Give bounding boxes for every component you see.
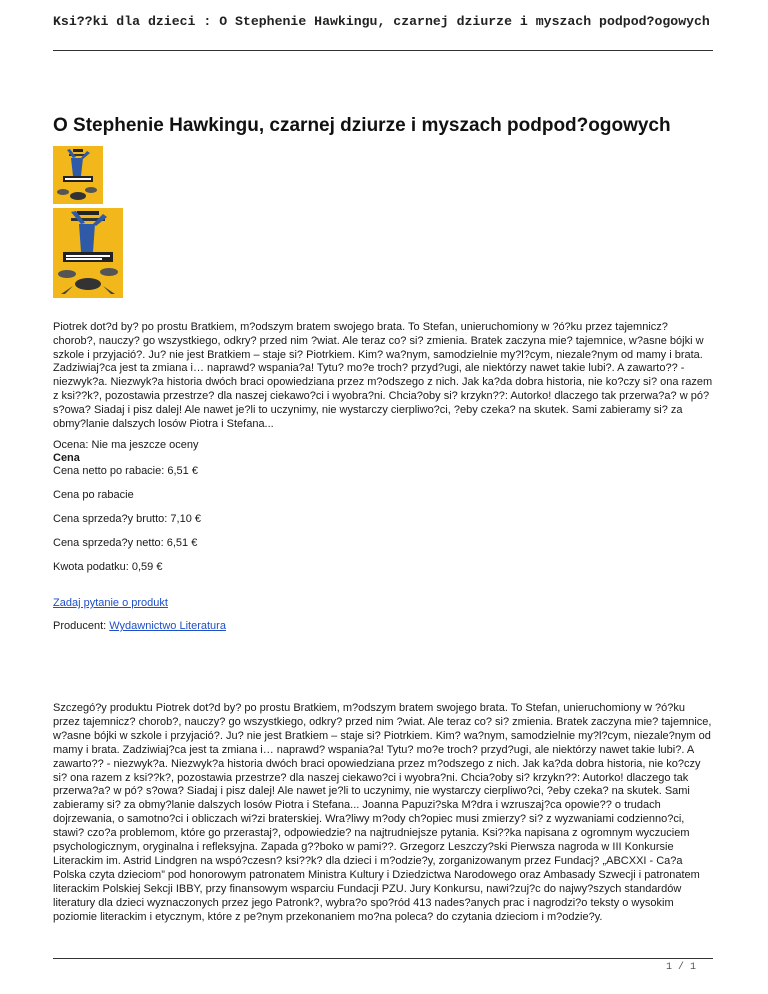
book-cover-thumbnail[interactable] <box>53 146 103 204</box>
producer-row <box>53 620 226 634</box>
header-divider <box>53 50 713 51</box>
book-cover-illustration-large <box>53 208 123 298</box>
book-cover-illustration <box>53 146 103 204</box>
page-number: 1 / 1 <box>666 962 697 973</box>
document-header-title: Ksi??ki dla dzieci : O Stephenie Hawkingu, czarnej dziurze i myszach podpod?ogowych <box>53 14 710 29</box>
producer-label: Producent: <box>53 620 110 632</box>
tax-amount: Kwota podatku: 0,59 € <box>53 561 163 573</box>
price-net-after-discount: Cena netto po rabacie: 6,51 € <box>53 465 198 477</box>
book-cover-image[interactable] <box>53 208 123 298</box>
product-description: Piotrek dot?d by? po prostu Bratkiem, m?odszym bratem swojego brata. To Stefan, unieruchomiony w ?ó?ku przez tajemnicz? chorob?, nauczy? go wszystkiego, odkry? przed nim ?wiat. Ale teraz co? si? zmienia. Bratek zaczyna mie? tajemnice, w?asne bójki w szkole i przyjació?. Ju? nie jest Bratkiem – staje si? Piotrkiem. Kim? wa?nym, samodzielnie my?l?cym, niezale?nym od mamy i brata. Zadziwiaj?ca jest ta zmiana i… naprawd? wspania?a! Tytu? mo?e troch? przyd?ugi, ale niektórzy nawet takie lubi?. A zawarto?? - niezwyk?a. Niezwyk?a historia dwóch braci opowiedziana przez m?odszego z nich. Jak ka?da dobra historia, nie ko?czy si? ona razem z ksi??k?, pozostawia przestrze? dla naszej ciekawo?ci i wyobra?ni. Chcia?oby si? krzykn??: Autorko! dlaczego tak przerwa?a? w pó? s?owa? Siadaj i pisz dalej! Ale nawet je?li to uczynimy, nie wystarczy cierpliwo?ci, ?eby czeka? na skutek. Sami zabieramy si? za obmy?lanie dalszych losów Piotra i Stefana... <box>53 321 713 430</box>
footer-divider <box>53 958 713 959</box>
price-heading: Cena <box>53 452 80 464</box>
ask-question-row <box>53 597 168 611</box>
producer-link[interactable]: Wydawnictwo Literatura <box>109 620 226 632</box>
price-gross: Cena sprzeda?y brutto: 7,10 € <box>53 513 201 525</box>
rating-text: Ocena: Nie ma jeszcze oceny <box>53 439 199 451</box>
product-details: Szczegó?y produktu Piotrek dot?d by? po prostu Bratkiem, m?odszym bratem swojego brata. To Stefan, unieruchomiony w ?ó?ku przez tajemnicz? chorob?, nauczy? go wszystkiego, odkry? przed nim ?wiat. Ale teraz co? si? zmienia. Bratek zaczyna mie? tajemnice, w?asne bójki w szkole i przyjació?. Ju? nie jest Bratkiem – staje si? Piotrkiem. Kim? wa?nym, samodzielnie my?l?cym, niezale?nym od mamy i brata. Zadziwiaj?ca jest ta zmiana i… naprawd? wspania?a! Tytu? mo?e troch? przyd?ugi, ale niektórzy nawet takie lubi?. A zawarto?? - niezwyk?a. Niezwyk?a historia dwóch braci opowiedziana przez m?odszego z nich. Jak ka?da dobra historia, nie ko?czy si? ona razem z ksi??k?, pozostawia przestrze? dla naszej ciekawo?ci i wyobra?ni. Chcia?oby si? krzykn??: Autorko! dlaczego tak przerwa?a? w pó? s?owa? Siadaj i pisz dalej! Ale nawet je?li to uczynimy, nie wystarczy cierpliwo?ci, ?eby czeka? na skutek. Sami zabieramy si? za obmy?lanie dalszych losów Piotra i Stefana... Joanna Papuzi?ska M?dra i wzruszaj?ca opowie?? o trudach dojrzewania, o samotno?ci i obliczach wi?zi braterskiej. Wra?liwy m?ody ch?opiec musi zmierzy? si? z wyzwaniami codzienno?ci, stawi? czo?a problemom, które go przerastaj?, odpowiedzie? na najtrudniejsze pytania. Ksi??ka napisana z ogromnym wyczuciem psychologicznym, oryginalna i refleksyjna. Zapada g??boko w pami??. Grzegorz Leszczy?ski Pierwsza nagroda w III Konkursie Literackim im. Astrid Lindgren na wspó?czesn? ksi??k? dla dzieci i m?odzie?y, zorganizowanym przez Fundacj? „ABCXXI - Ca?a Polska czyta dzieciom” pod honorowym patronatem Ministra Kultury i Dziedzictwa Narodowego oraz Ambasady Szwecji i patronatem literackim Polskiej Sekcji IBBY, przy finansowym wsparciu Fundacji PZU. Jury Konkursu, nawi?zuj?c do najwy?szych standardów literatury dla dzieci wyznaczonych przez jego Patronk?, wybra?o spo?ród 413 nades?anych prac i nagrodzi?o teksty o wysokim poziomie literackim i etycznym, które z pe?nym przekonaniem mo?na poleca? do czytania dzieciom i m?odzie?y. <box>53 702 712 923</box>
ask-question-link[interactable]: Zadaj pytanie o produkt <box>53 597 168 609</box>
price-after-discount: Cena po rabacie <box>53 489 134 501</box>
product-title: O Stephenie Hawkingu, czarnej dziurze i myszach podpod?ogowych <box>53 115 671 136</box>
price-net: Cena sprzeda?y netto: 6,51 € <box>53 537 198 549</box>
